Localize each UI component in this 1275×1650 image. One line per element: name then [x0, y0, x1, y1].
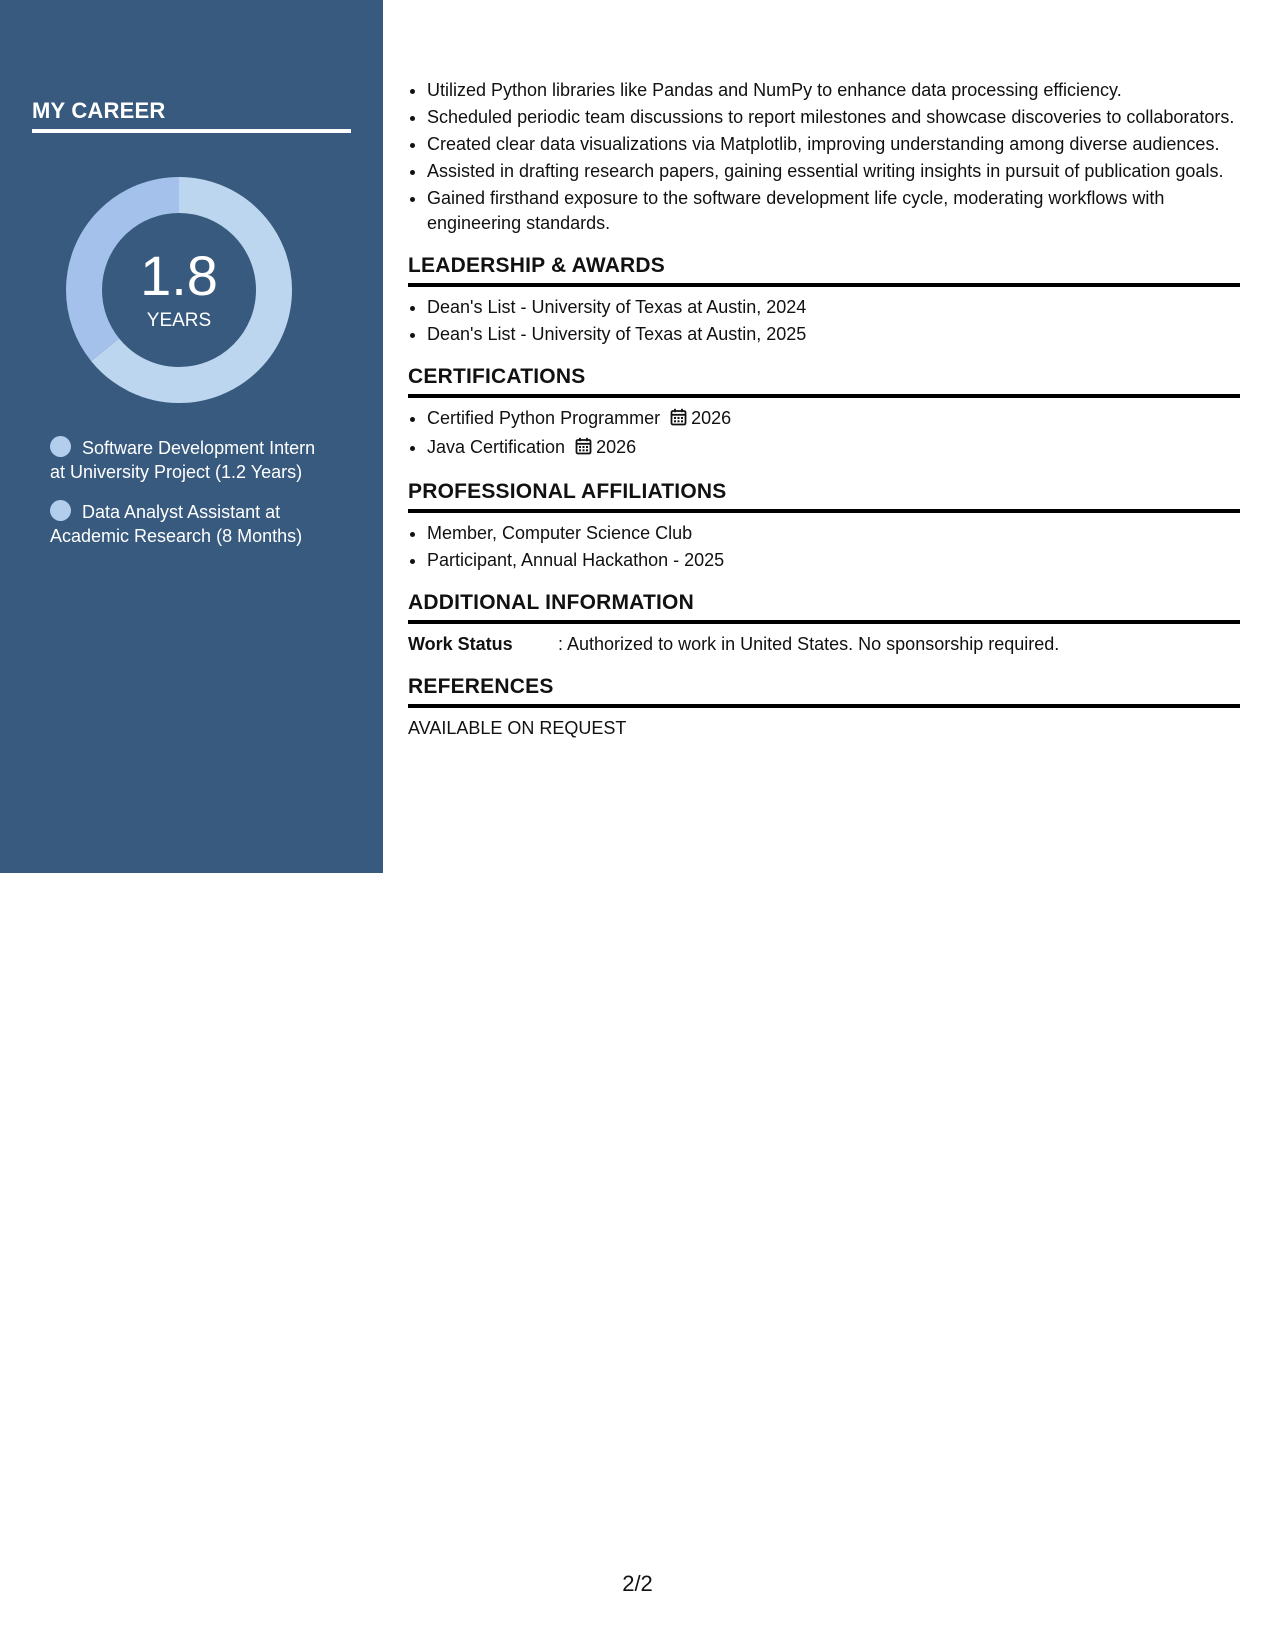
additional-info-section — [408, 589, 1240, 657]
career-legend — [50, 436, 320, 564]
main-content — [408, 78, 1240, 741]
section-divider — [408, 283, 1240, 287]
page-number: 2/2 — [622, 1571, 653, 1596]
certifications-list — [408, 406, 1240, 462]
certification-name: Certified Python Programmer — [427, 408, 661, 428]
list-item: • Dean's List - University of Texas at Austin, 2025 — [427, 322, 1240, 347]
certification-year: 2026 — [596, 437, 637, 457]
list-item: • Utilized Python libraries like Pandas and NumPy to enhance data processing efficiency. — [427, 78, 1240, 103]
legend-dot-icon — [50, 436, 71, 457]
section-title: REFERENCES — [408, 675, 554, 698]
list-item: • Created clear data visualizations via Matplotlib, improving understanding among diverse audiences. — [427, 132, 1240, 157]
calendar-icon — [575, 437, 592, 462]
affiliations-section — [408, 478, 1240, 573]
legend-item — [50, 436, 320, 484]
work-status-row — [408, 632, 1240, 657]
list-item: • Dean's List - University of Texas at Austin, 2024 — [427, 295, 1240, 320]
list-item: • Participant, Annual Hackathon - 2025 — [427, 548, 1240, 573]
section-divider — [408, 704, 1240, 708]
sidebar-title-underline — [32, 129, 351, 133]
donut-center-label — [66, 177, 292, 403]
sidebar-title: MY CAREER — [32, 98, 166, 123]
total-experience-unit: YEARS — [146, 310, 212, 331]
experience-bullet-list — [408, 78, 1240, 236]
certifications-section — [408, 363, 1240, 462]
legend-label: Data Analyst Assistant at Academic Research (8 Months) — [50, 502, 303, 546]
work-status-value: : Authorized to work in United States. No sponsorship required. — [558, 634, 1060, 654]
section-divider — [408, 620, 1240, 624]
total-experience-value: 1.8 — [140, 244, 218, 307]
career-donut-chart — [66, 177, 292, 403]
legend-dot-icon — [50, 500, 71, 521]
references-section — [408, 673, 1240, 741]
references-text: AVAILABLE ON REQUEST — [408, 718, 627, 738]
calendar-icon — [670, 408, 687, 433]
work-status-label: Work Status — [408, 634, 513, 654]
list-item — [427, 406, 1240, 433]
leadership-section — [408, 252, 1240, 347]
affiliations-list — [408, 521, 1240, 573]
list-item: • Assisted in drafting research papers, gaining essential writing insights in pursuit of publication goals. — [427, 159, 1240, 184]
certification-year: 2026 — [691, 408, 732, 428]
list-item — [427, 435, 1240, 462]
legend-label: Software Development Intern at University Project (1.2 Years) — [50, 438, 316, 482]
sidebar — [0, 0, 383, 873]
list-item: • Scheduled periodic team discussions to report milestones and showcase discoveries to collaborators. — [427, 105, 1240, 130]
section-title: ADDITIONAL INFORMATION — [408, 591, 694, 614]
section-divider — [408, 394, 1240, 398]
certification-name: Java Certification — [427, 437, 566, 457]
section-divider — [408, 509, 1240, 513]
section-title: CERTIFICATIONS — [408, 365, 586, 388]
legend-item — [50, 500, 320, 548]
section-title: LEADERSHIP & AWARDS — [408, 254, 665, 277]
list-item: • Member, Computer Science Club — [427, 521, 1240, 546]
section-title: PROFESSIONAL AFFILIATIONS — [408, 480, 727, 503]
leadership-list — [408, 295, 1240, 347]
list-item: • Gained firsthand exposure to the software development life cycle, moderating workflows with engineering standards. — [427, 186, 1240, 236]
